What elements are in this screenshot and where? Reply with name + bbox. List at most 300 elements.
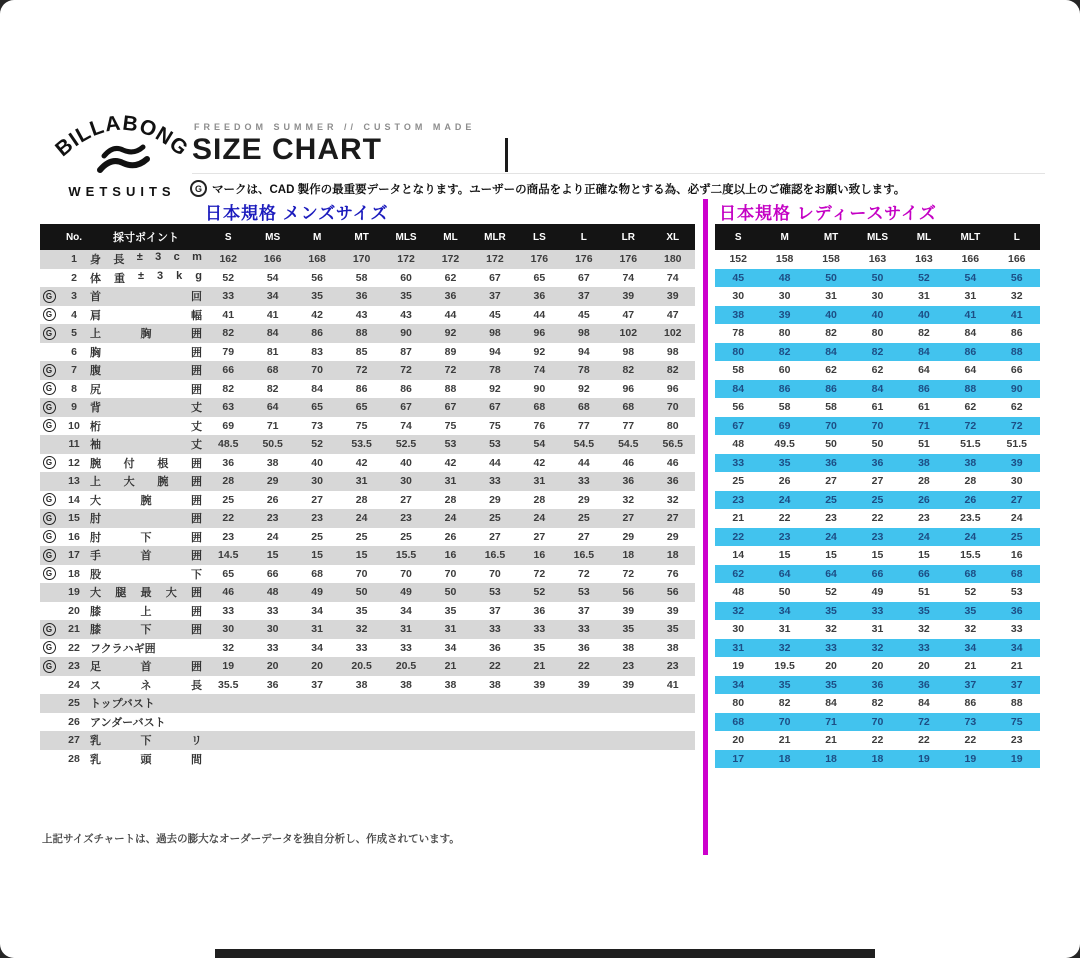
mens-value-cell: 38 bbox=[355, 678, 368, 691]
mens-value-cell: 20 bbox=[311, 660, 323, 673]
title-cursor-bar bbox=[505, 138, 508, 172]
mens-value-cell: 27 bbox=[578, 530, 590, 543]
label-token: 囲 bbox=[191, 550, 202, 563]
g-mark-cell bbox=[40, 567, 58, 580]
table-row bbox=[40, 694, 1040, 713]
mens-value-cell: 58 bbox=[355, 271, 368, 284]
ladies-columns bbox=[715, 224, 1040, 250]
ladies-value-cell: 19 bbox=[964, 752, 977, 765]
mens-value-cell: 33 bbox=[578, 475, 590, 488]
mens-value-cell: 36 bbox=[266, 678, 279, 691]
mens-value-cell: 172 bbox=[397, 253, 415, 266]
mens-value-cell: 32 bbox=[622, 493, 635, 506]
mens-value-cell: 18 bbox=[622, 549, 635, 562]
ladies-value-cell: 15 bbox=[825, 549, 837, 562]
ladies-value-cell: 32 bbox=[732, 604, 745, 617]
mens-columns bbox=[40, 583, 695, 602]
mens-value-cell: 35 bbox=[400, 290, 412, 303]
mens-value-cell: 34 bbox=[400, 604, 412, 617]
ladies-value-cell: 58 bbox=[732, 364, 745, 377]
ladies-value-cell: 18 bbox=[871, 752, 884, 765]
row-number: 15 bbox=[68, 512, 80, 525]
table-row bbox=[40, 602, 1040, 621]
measure-point-label bbox=[90, 529, 206, 545]
ladies-value-cell: 70 bbox=[871, 715, 884, 728]
ladies-value-cell: 30 bbox=[1010, 475, 1023, 488]
ladies-value-cell: 50 bbox=[825, 438, 837, 451]
table-row bbox=[40, 509, 1040, 528]
label-token: ± bbox=[136, 251, 143, 264]
mens-value-cell: 25 bbox=[222, 493, 235, 506]
ladies-value-cell: 52 bbox=[825, 586, 837, 599]
table-row bbox=[40, 657, 1040, 676]
mens-columns bbox=[40, 306, 695, 325]
mens-value-cell: 70 bbox=[311, 364, 323, 377]
ladies-columns bbox=[715, 361, 1040, 380]
measure-point-label bbox=[90, 399, 206, 415]
mens-columns bbox=[40, 250, 695, 269]
mens-value-cell: 68 bbox=[311, 567, 323, 580]
ladies-value-cell: 38 bbox=[732, 308, 745, 321]
label-token: 頭 bbox=[140, 753, 152, 766]
g-mark-cell bbox=[40, 530, 58, 543]
ladies-columns bbox=[715, 306, 1040, 325]
ladies-value-cell: 158 bbox=[775, 253, 794, 266]
ladies-value-cell: 15.5 bbox=[960, 549, 981, 562]
g-mark-cell bbox=[40, 401, 58, 414]
mens-value-cell: 49 bbox=[400, 586, 412, 599]
ladies-value-cell: 62 bbox=[1010, 401, 1023, 414]
table-row bbox=[40, 565, 1040, 584]
label-token: 囲 bbox=[191, 365, 202, 378]
ladies-value-cell: 73 bbox=[964, 715, 977, 728]
ladies-value-cell: 86 bbox=[964, 697, 977, 710]
ladies-value-cell: 17 bbox=[732, 752, 745, 765]
label-token: c bbox=[173, 251, 180, 264]
measure-point-label bbox=[90, 307, 206, 323]
label-token: フクラハギ囲 bbox=[90, 642, 156, 655]
ladies-value-cell: 28 bbox=[918, 475, 930, 488]
mens-value-cell: 92 bbox=[578, 382, 590, 395]
row-number: 22 bbox=[68, 641, 80, 654]
mens-value-cell: 33 bbox=[533, 623, 546, 636]
mens-value-cell: 102 bbox=[619, 327, 638, 340]
mens-value-cell: 38 bbox=[622, 641, 635, 654]
bottom-edge-strip bbox=[215, 949, 875, 958]
mens-value-cell: 176 bbox=[619, 253, 638, 266]
mens-value-cell: 22 bbox=[489, 660, 501, 673]
label-token: 体 bbox=[90, 272, 101, 285]
ladies-columns bbox=[715, 546, 1040, 565]
mens-columns bbox=[40, 343, 695, 362]
mens-value-cell: 31 bbox=[400, 623, 412, 636]
ladies-value-cell: 70 bbox=[825, 419, 837, 432]
ladies-columns bbox=[715, 602, 1040, 621]
ladies-value-cell: 68 bbox=[964, 567, 977, 580]
mens-value-cell: 50 bbox=[355, 586, 368, 599]
ladies-value-cell: 31 bbox=[825, 290, 837, 303]
ladies-value-cell: 15 bbox=[918, 549, 930, 562]
mens-value-cell: 36 bbox=[222, 456, 235, 469]
g-mark-cell bbox=[40, 512, 58, 525]
mens-value-cell: 67 bbox=[489, 271, 501, 284]
row-number: 7 bbox=[71, 364, 77, 377]
mens-value-cell: 47 bbox=[666, 308, 679, 321]
mens-value-cell: 38 bbox=[266, 456, 279, 469]
table-row bbox=[40, 324, 1040, 343]
ladies-value-cell: 35 bbox=[778, 678, 791, 691]
mens-columns bbox=[40, 224, 695, 250]
mens-value-cell: 72 bbox=[355, 364, 368, 377]
mens-value-cell: 96 bbox=[622, 382, 635, 395]
mens-value-cell: 29 bbox=[666, 530, 679, 543]
ladies-value-cell: 68 bbox=[1010, 567, 1023, 580]
ladies-value-cell: 33 bbox=[1010, 623, 1023, 636]
mens-value-cell: 21 bbox=[444, 660, 457, 673]
ladies-value-cell: 23 bbox=[1010, 734, 1023, 747]
ladies-value-cell: 31 bbox=[964, 290, 977, 303]
mens-value-cell: 20.5 bbox=[395, 660, 417, 673]
ladies-value-cell: 32 bbox=[871, 641, 884, 654]
ladies-value-cell: 19 bbox=[918, 752, 930, 765]
section-header-ladies: 日本規格 レディースサイズ bbox=[719, 204, 937, 223]
mens-value-cell: 46 bbox=[222, 586, 235, 599]
ladies-value-cell: 50 bbox=[825, 271, 837, 284]
ladies-value-cell: 40 bbox=[918, 308, 930, 321]
mens-value-cell: 88 bbox=[355, 327, 368, 340]
ladies-value-cell: 70 bbox=[778, 715, 791, 728]
mens-value-cell: 67 bbox=[444, 401, 457, 414]
cad-note bbox=[190, 180, 1050, 197]
ladies-columns bbox=[715, 398, 1040, 417]
mens-value-cell: 67 bbox=[400, 401, 412, 414]
label-token: g bbox=[195, 269, 202, 282]
mens-value-cell: 27 bbox=[400, 493, 412, 506]
ladies-value-cell: 82 bbox=[778, 697, 791, 710]
mens-value-cell: 37 bbox=[489, 290, 501, 303]
ladies-value-cell: 62 bbox=[871, 364, 884, 377]
row-number: 28 bbox=[68, 752, 80, 765]
mens-value-cell: 65 bbox=[222, 567, 235, 580]
g-mark-cell bbox=[40, 641, 58, 654]
mens-value-cell: 74 bbox=[666, 271, 679, 284]
mens-value-cell: 92 bbox=[533, 345, 546, 358]
measure-point-label bbox=[90, 584, 206, 600]
mens-value-cell: 39 bbox=[578, 678, 590, 691]
ladies-value-cell: 48 bbox=[732, 586, 745, 599]
label-token: 腹 bbox=[90, 365, 101, 378]
divider-rule bbox=[192, 173, 1045, 174]
mens-value-cell: 25 bbox=[311, 530, 323, 543]
ladies-value-cell: 163 bbox=[868, 253, 887, 266]
mens-value-cell: 23 bbox=[222, 530, 235, 543]
row-number: 18 bbox=[68, 567, 80, 580]
mens-value-cell: 35 bbox=[311, 290, 323, 303]
ladies-value-cell: 21 bbox=[825, 734, 837, 747]
mens-value-cell: 24 bbox=[444, 512, 457, 525]
table-row bbox=[40, 380, 1040, 399]
mens-columns bbox=[40, 287, 695, 306]
ladies-value-cell: 19 bbox=[1010, 752, 1023, 765]
mens-value-cell: 48.5 bbox=[218, 438, 239, 451]
mens-value-cell: 29 bbox=[578, 493, 590, 506]
mens-value-cell: 72 bbox=[444, 364, 457, 377]
ladies-value-cell: 23 bbox=[778, 530, 791, 543]
ladies-value-cell: 14 bbox=[732, 549, 745, 562]
mens-value-cell: 33 bbox=[400, 641, 412, 654]
mens-value-cell: 60 bbox=[400, 271, 412, 284]
ladies-value-cell: 18 bbox=[825, 752, 837, 765]
billabong-logo bbox=[48, 104, 196, 199]
ladies-columns bbox=[715, 528, 1040, 547]
ladies-value-cell: 84 bbox=[732, 382, 745, 395]
row-number: 14 bbox=[68, 493, 80, 506]
label-token: リ bbox=[191, 735, 202, 748]
ladies-value-cell: 62 bbox=[732, 567, 745, 580]
label-token: 最 bbox=[140, 587, 152, 600]
mens-value-cell: 80 bbox=[666, 419, 679, 432]
label-token: 根 bbox=[157, 457, 169, 470]
table-row bbox=[40, 731, 1040, 750]
ladies-value-cell: 56 bbox=[1010, 271, 1023, 284]
mens-value-cell: 65 bbox=[533, 271, 546, 284]
mens-value-cell: 42 bbox=[311, 308, 323, 321]
mens-value-cell: 36 bbox=[533, 290, 546, 303]
label-token: 囲 bbox=[191, 587, 202, 600]
ladies-value-cell: 30 bbox=[732, 290, 745, 303]
ladies-columns bbox=[715, 324, 1040, 343]
table-row bbox=[40, 417, 1040, 436]
mens-value-cell: 35 bbox=[666, 623, 679, 636]
mens-value-cell: 44 bbox=[533, 308, 546, 321]
mens-value-cell: 68 bbox=[578, 401, 590, 414]
ladies-value-cell: 88 bbox=[1010, 697, 1023, 710]
ladies-value-cell: 48 bbox=[732, 438, 745, 451]
ladies-value-cell: 18 bbox=[778, 752, 791, 765]
mens-value-cell: 24 bbox=[533, 512, 546, 525]
mens-value-cell: 53 bbox=[489, 438, 501, 451]
ladies-value-cell: 31 bbox=[918, 290, 930, 303]
mens-value-cell: 28 bbox=[533, 493, 546, 506]
table-row bbox=[40, 343, 1040, 362]
label-token: 間 bbox=[191, 753, 202, 766]
ladies-columns bbox=[715, 343, 1040, 362]
mens-value-cell: 172 bbox=[441, 253, 460, 266]
measure-point-label bbox=[90, 510, 206, 526]
label-token: 幅 bbox=[191, 309, 202, 322]
mens-value-cell: 27 bbox=[666, 512, 679, 525]
label-token: 大 bbox=[90, 587, 101, 600]
mens-columns bbox=[40, 620, 695, 639]
row-number: 1 bbox=[71, 253, 77, 266]
mens-value-cell: 31 bbox=[355, 475, 368, 488]
ladies-value-cell: 19.5 bbox=[774, 660, 795, 673]
ladies-value-cell: 36 bbox=[1010, 604, 1023, 617]
measure-point-label bbox=[90, 344, 206, 360]
mens-value-cell: 53 bbox=[489, 586, 501, 599]
ladies-value-cell: 33 bbox=[825, 641, 837, 654]
ladies-value-cell: 30 bbox=[871, 290, 884, 303]
measure-point-label bbox=[90, 714, 206, 730]
row-number: 6 bbox=[71, 345, 77, 358]
column-header-size: MT bbox=[823, 231, 839, 243]
mens-value-cell: 64 bbox=[266, 401, 279, 414]
ladies-value-cell: 39 bbox=[1010, 456, 1023, 469]
ladies-value-cell: 23 bbox=[918, 512, 930, 525]
ladies-value-cell: 33 bbox=[732, 456, 745, 469]
ladies-columns bbox=[715, 509, 1040, 528]
mens-value-cell: 14.5 bbox=[218, 549, 239, 562]
mens-value-cell: 73 bbox=[311, 419, 323, 432]
ladies-value-cell: 31 bbox=[732, 641, 745, 654]
mens-value-cell: 16 bbox=[444, 549, 457, 562]
table-row bbox=[40, 491, 1040, 510]
mens-value-cell: 22 bbox=[222, 512, 235, 525]
ladies-columns bbox=[715, 713, 1040, 732]
mens-value-cell: 26 bbox=[266, 493, 279, 506]
ladies-value-cell: 34 bbox=[1010, 641, 1023, 654]
ladies-value-cell: 84 bbox=[825, 345, 837, 358]
label-token: 肘 bbox=[90, 531, 101, 544]
mens-value-cell: 33 bbox=[578, 623, 590, 636]
ladies-value-cell: 34 bbox=[778, 604, 791, 617]
mens-value-cell: 180 bbox=[663, 253, 682, 266]
mens-value-cell: 36 bbox=[533, 604, 546, 617]
mens-value-cell: 31 bbox=[533, 475, 546, 488]
mens-value-cell: 98 bbox=[489, 327, 501, 340]
ladies-value-cell: 62 bbox=[964, 401, 977, 414]
g-mark-cell bbox=[40, 290, 58, 303]
ladies-value-cell: 34 bbox=[964, 641, 977, 654]
ladies-value-cell: 23 bbox=[825, 512, 837, 525]
mens-value-cell: 66 bbox=[222, 364, 235, 377]
label-token: 股 bbox=[90, 568, 101, 581]
ladies-columns bbox=[715, 565, 1040, 584]
mens-value-cell: 25 bbox=[355, 530, 368, 543]
ladies-value-cell: 71 bbox=[825, 715, 837, 728]
table-row bbox=[40, 639, 1040, 658]
ladies-columns bbox=[715, 417, 1040, 436]
mens-value-cell: 24 bbox=[355, 512, 368, 525]
ladies-value-cell: 37 bbox=[964, 678, 977, 691]
label-token: 膝 bbox=[90, 624, 101, 637]
ladies-value-cell: 22 bbox=[918, 734, 930, 747]
row-number: 25 bbox=[68, 697, 80, 710]
mens-value-cell: 50 bbox=[444, 586, 457, 599]
table-row bbox=[40, 546, 1040, 565]
circled-g-icon: G bbox=[43, 382, 56, 395]
ladies-value-cell: 80 bbox=[778, 327, 791, 340]
mens-value-cell: 23 bbox=[622, 660, 635, 673]
row-number: 21 bbox=[68, 623, 80, 636]
ladies-value-cell: 66 bbox=[1010, 364, 1023, 377]
label-token: 肘 bbox=[90, 513, 101, 526]
mens-value-cell: 28 bbox=[222, 475, 235, 488]
ladies-value-cell: 86 bbox=[964, 345, 977, 358]
mens-value-cell: 76 bbox=[666, 567, 679, 580]
mens-value-cell: 86 bbox=[311, 327, 323, 340]
ladies-value-cell: 68 bbox=[732, 715, 745, 728]
mens-value-cell: 92 bbox=[489, 382, 501, 395]
ladies-columns bbox=[715, 269, 1040, 288]
table-row bbox=[40, 472, 1040, 491]
table-row bbox=[40, 620, 1040, 639]
ladies-value-cell: 30 bbox=[732, 623, 745, 636]
mens-value-cell: 33 bbox=[489, 623, 501, 636]
g-mark-cell bbox=[40, 364, 58, 377]
ladies-value-cell: 33 bbox=[918, 641, 930, 654]
label-token: m bbox=[192, 251, 202, 264]
mens-value-cell: 27 bbox=[533, 530, 546, 543]
measure-point-label bbox=[90, 418, 206, 434]
mens-value-cell: 48 bbox=[266, 586, 279, 599]
column-header-size: L bbox=[1013, 231, 1020, 243]
label-token: 囲 bbox=[191, 661, 202, 674]
ladies-value-cell: 50 bbox=[871, 438, 884, 451]
mens-value-cell: 32 bbox=[355, 623, 368, 636]
label-token: 囲 bbox=[191, 605, 202, 618]
ladies-value-cell: 24 bbox=[964, 530, 977, 543]
ladies-value-cell: 82 bbox=[918, 327, 930, 340]
mens-value-cell: 172 bbox=[486, 253, 504, 266]
mens-value-cell: 38 bbox=[444, 678, 457, 691]
label-token: 肩 bbox=[90, 309, 101, 322]
mens-value-cell: 68 bbox=[533, 401, 546, 414]
mens-value-cell: 21 bbox=[533, 660, 546, 673]
table-row bbox=[40, 713, 1040, 732]
table-row bbox=[40, 287, 1040, 306]
mens-value-cell: 52 bbox=[533, 586, 546, 599]
label-token: 胸 bbox=[90, 346, 101, 359]
ladies-value-cell: 25 bbox=[871, 493, 884, 506]
mens-value-cell: 31 bbox=[444, 623, 457, 636]
row-number: 26 bbox=[68, 715, 80, 728]
circled-g-icon: G bbox=[43, 512, 56, 525]
mens-value-cell: 54.5 bbox=[618, 438, 639, 451]
label-token: 膝 bbox=[90, 605, 101, 618]
mens-value-cell: 53.5 bbox=[351, 438, 372, 451]
ladies-value-cell: 36 bbox=[825, 456, 837, 469]
mens-value-cell: 56 bbox=[666, 586, 679, 599]
mens-value-cell: 28 bbox=[355, 493, 368, 506]
mens-value-cell: 53 bbox=[578, 586, 590, 599]
mens-value-cell: 42 bbox=[444, 456, 457, 469]
measure-point-label bbox=[90, 251, 206, 267]
ladies-value-cell: 22 bbox=[964, 734, 977, 747]
ladies-value-cell: 20 bbox=[825, 660, 837, 673]
mens-value-cell: 82 bbox=[266, 382, 279, 395]
measure-point-label bbox=[90, 270, 206, 286]
ladies-columns bbox=[715, 454, 1040, 473]
mens-value-cell: 27 bbox=[311, 493, 323, 506]
label-token: 乳 bbox=[90, 753, 101, 766]
ladies-value-cell: 158 bbox=[822, 253, 840, 266]
mens-value-cell: 72 bbox=[400, 364, 412, 377]
ladies-value-cell: 51 bbox=[918, 438, 930, 451]
circled-g-icon: G bbox=[190, 180, 207, 197]
label-token: ± bbox=[137, 269, 145, 282]
mens-value-cell: 29 bbox=[489, 493, 501, 506]
label-token: アンダーバスト bbox=[90, 716, 166, 729]
mens-columns bbox=[40, 750, 695, 769]
measure-point-label bbox=[90, 455, 206, 471]
ladies-value-cell: 48 bbox=[778, 271, 791, 284]
mens-columns bbox=[40, 417, 695, 436]
label-token: 腕 bbox=[157, 476, 169, 489]
mens-value-cell: 38 bbox=[400, 678, 412, 691]
mens-value-cell: 34 bbox=[266, 290, 279, 303]
row-number: 16 bbox=[68, 530, 80, 543]
